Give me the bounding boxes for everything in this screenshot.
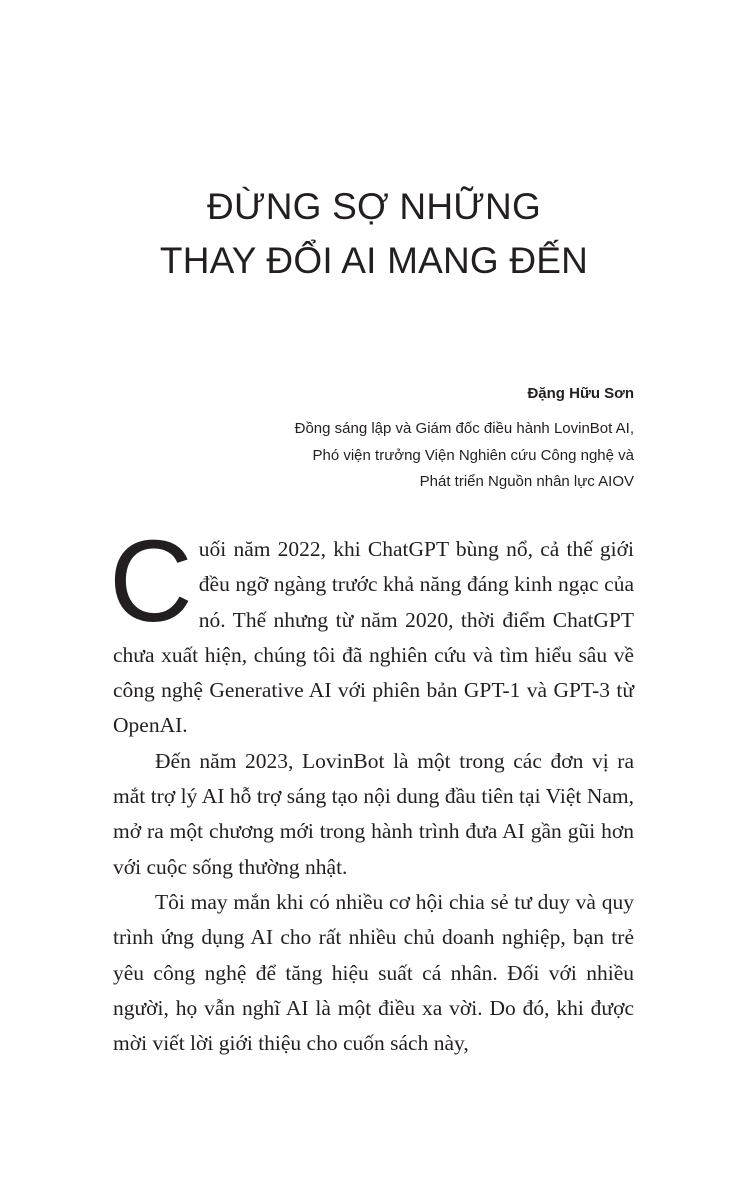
body-text — [109, 516, 634, 1061]
author-block — [194, 382, 634, 496]
author-name: Đặng Hữu Sơn — [527, 385, 634, 402]
author-role-line-1: Đồng sáng lập và Giám đốc điều hành LovinBot AI, — [294, 420, 634, 437]
author-role-line-2: Phó viện trưởng Viện Nghiên cứu Công nghệ và — [312, 446, 634, 464]
chapter-title-line-2: THAY ĐỔI AI MANG ĐẾN — [159, 240, 589, 281]
chapter-title — [0, 180, 748, 288]
drop-cap: C — [109, 516, 193, 646]
paragraph-1 — [109, 516, 634, 744]
paragraph-2: Đến năm 2023, LovinBot là một trong các đơn vị ra mắt trợ lý AI hỗ trợ sáng tạo nội dung đầu tiên tại Việt Nam, mở ra một chương mới trong hành trình đưa AI gần gũi hơn với cuộc sống thường nhật. — [113, 748, 634, 879]
chapter-title-line-1: ĐỪNG SỢ NHỮNG — [207, 186, 541, 227]
author-role-line-3: Phát triển Nguồn nhân lực AIOV — [419, 473, 634, 490]
author-role — [194, 416, 634, 496]
paragraph-3: Tôi may mắn khi có nhiều cơ hội chia sẻ tư duy và quy trình ứng dụng AI cho rất nhiều chủ doanh nghiệp, bạn trẻ yêu công nghệ để tăng hiệu suất cá nhân. Đối với nhiều người, họ vẫn nghĩ AI là một điều xa vời. Do đó, khi được mời viết lời giới thiệu cho cuốn sách này, — [113, 889, 634, 1056]
paragraph-1-text: uối năm 2022, khi ChatGPT bùng nổ, cả thế giới đều ngỡ ngàng trước khả năng đáng kinh ngạc của nó. Thế nhưng từ năm 2020, thời điểm ChatGPT chưa xuất hiện, chúng tôi đã nghiên cứu và tìm hiểu sâu về công nghệ Generative AI với phiên bản GPT-1 và GPT-3 từ OpenAI. — [113, 537, 634, 738]
